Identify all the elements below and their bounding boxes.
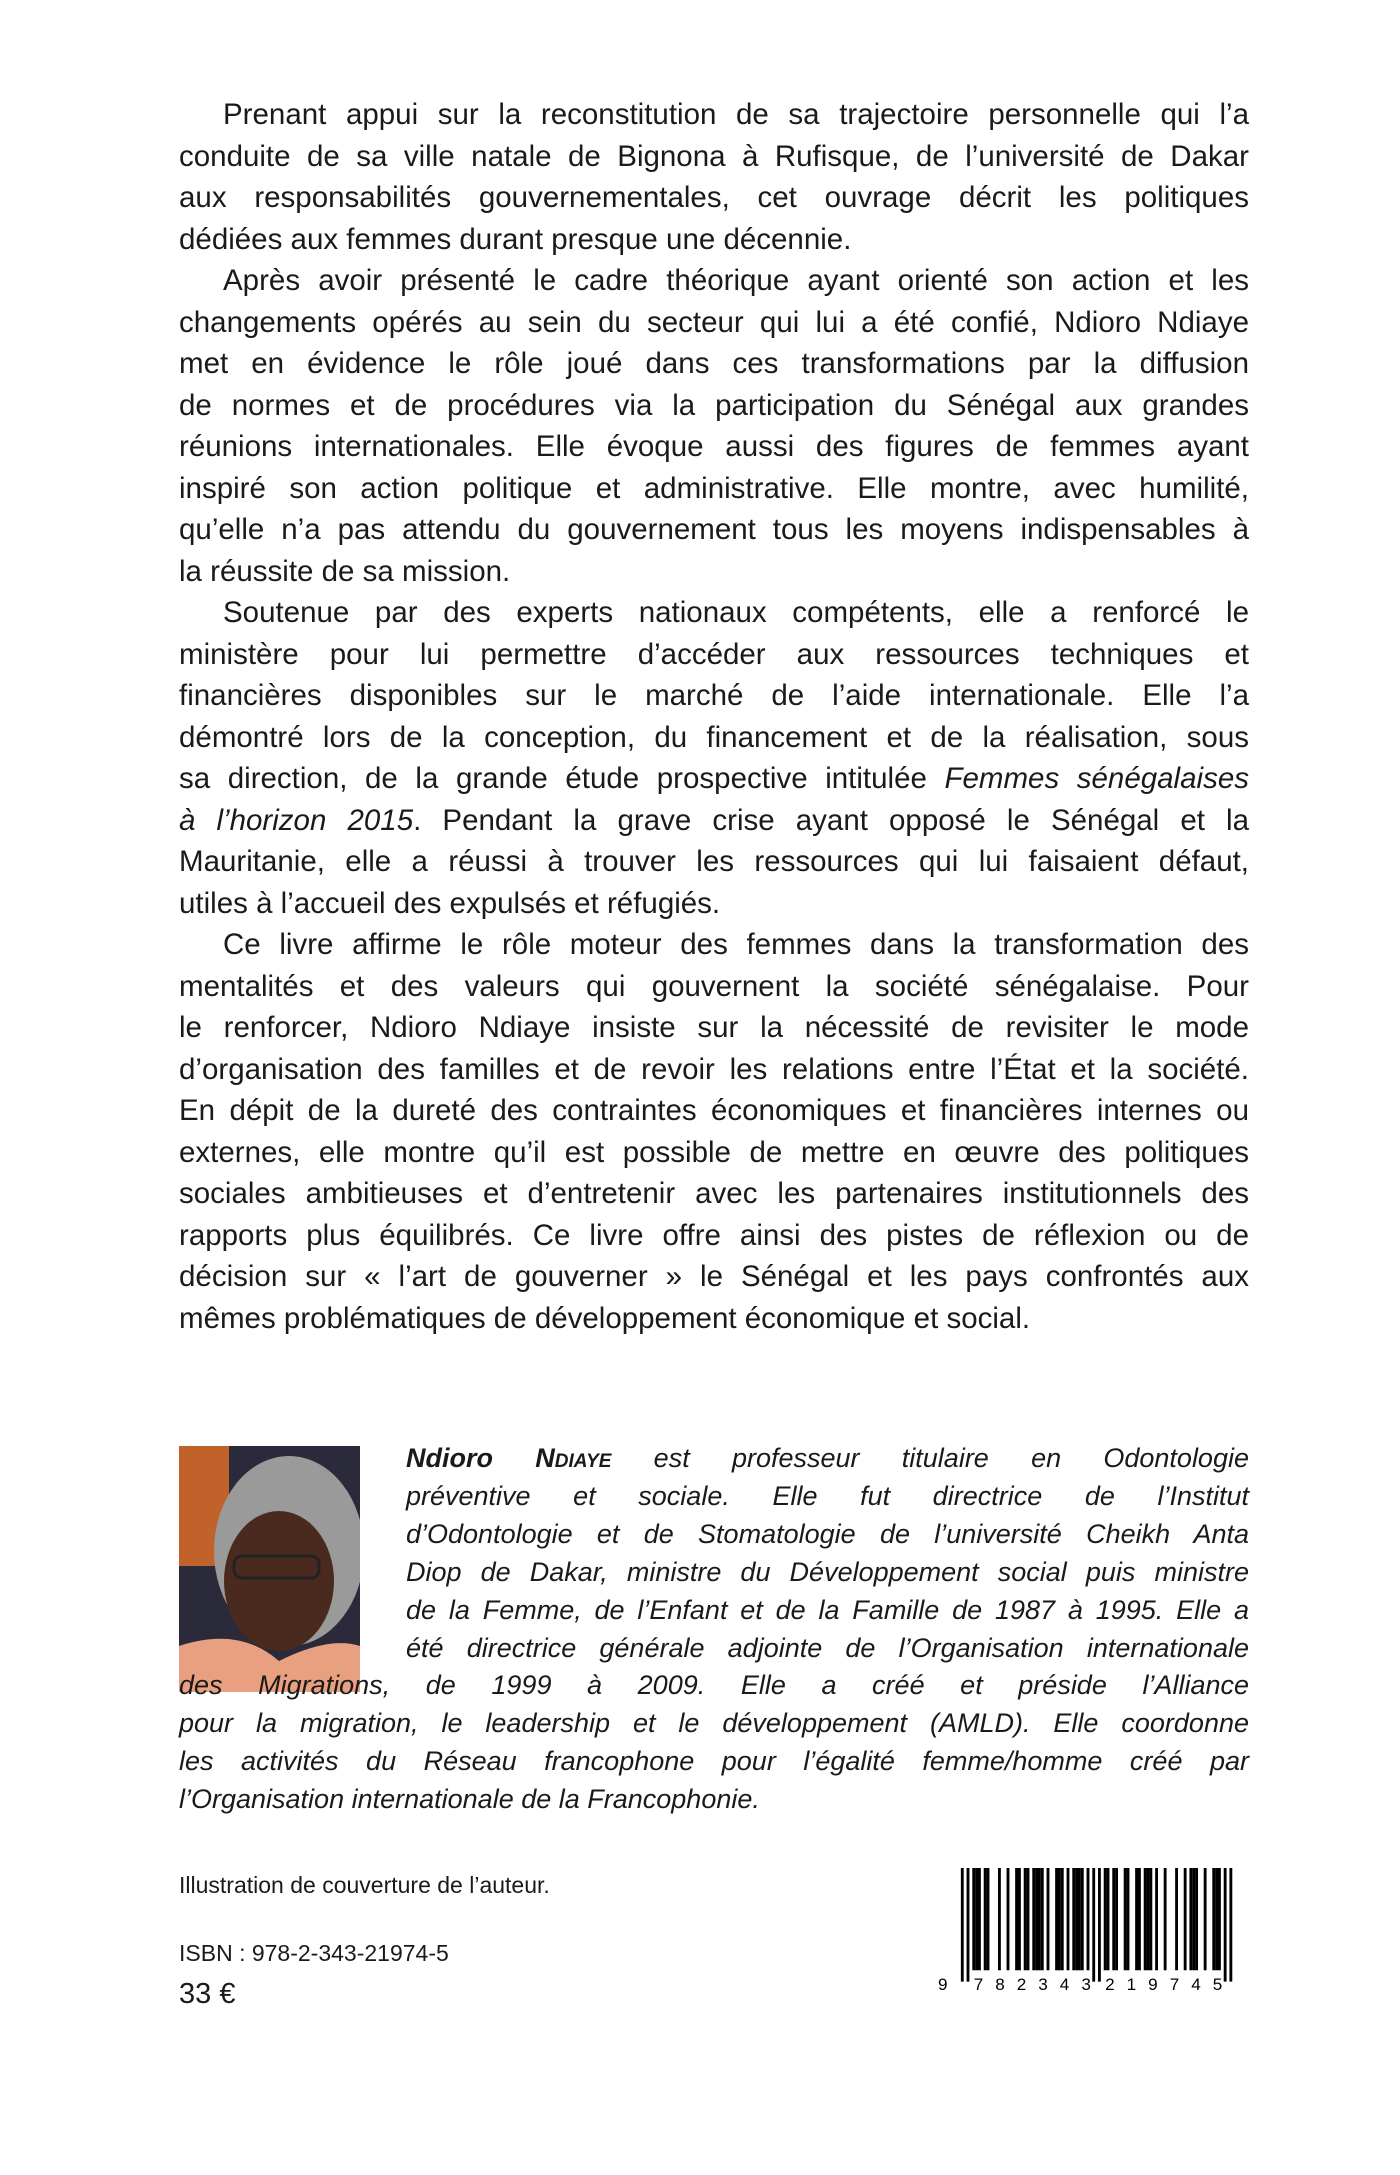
barcode-bar bbox=[1149, 1868, 1152, 1970]
cover-credit: Illustration de couverture de l’auteur. bbox=[179, 1872, 550, 1898]
barcode-bar bbox=[1007, 1868, 1010, 1970]
paragraph-line: dédiées aux femmes durant presque une décennie. bbox=[179, 222, 852, 256]
bio-text: est professeur titulaire en Odontologie bbox=[611, 1443, 1249, 1473]
barcode-bar bbox=[1147, 1868, 1150, 1970]
paragraph-line: réunions internationales. Elle évoque aussi des figures de femmes ayant bbox=[179, 430, 1249, 463]
barcode-digits-group1: 782343 bbox=[973, 1975, 1091, 1993]
isbn-barcode bbox=[938, 1868, 1238, 1993]
barcode-bar bbox=[1224, 1868, 1227, 1982]
barcode-bar bbox=[1018, 1868, 1021, 1970]
barcode-bar bbox=[1032, 1868, 1035, 1970]
barcode-bar bbox=[1035, 1868, 1038, 1970]
bio-line bbox=[406, 1440, 1249, 1478]
paragraph-line: utiles à l’accueil des expulsés et réfugiés. bbox=[179, 886, 721, 920]
paragraph-line: Ce livre affirme le rôle moteur des femmes dans la transformation des bbox=[223, 928, 1249, 961]
paragraph-line: à l’horizon 2015. Pendant la grave crise ayant opposé le Sénégal et la bbox=[179, 803, 1249, 837]
barcode-bar bbox=[1092, 1868, 1095, 1982]
paragraph-line: Prenant appui sur la reconstitution de sa trajectoire personnelle qui l’a bbox=[223, 98, 1249, 131]
barcode-bar bbox=[1195, 1868, 1198, 1970]
barcode-bar bbox=[1212, 1868, 1215, 1970]
barcode-bar bbox=[1058, 1868, 1061, 1970]
bio-line: été directrice générale adjointe de l’Organisation internationale bbox=[406, 1632, 1249, 1663]
barcode-bar bbox=[1067, 1868, 1070, 1970]
barcode-bar bbox=[1115, 1868, 1118, 1970]
barcode-bar bbox=[1038, 1868, 1041, 1970]
barcode-bar bbox=[1215, 1868, 1218, 1970]
barcode-bar bbox=[978, 1868, 981, 1970]
paragraph-line: rapports plus équilibrés. Ce livre offre ainsi des pistes de réflexion ou de bbox=[179, 1218, 1249, 1252]
barcode-bar bbox=[1047, 1868, 1050, 1970]
author-bio bbox=[179, 1440, 1249, 1819]
barcode-bar bbox=[1087, 1868, 1090, 1970]
barcode-bar bbox=[1155, 1868, 1158, 1970]
author-first-name: Ndioro bbox=[406, 1443, 493, 1473]
paragraph-line: sociales ambitieuses et d’entretenir avec les partenaires institutionnels des bbox=[179, 1177, 1249, 1210]
isbn: ISBN : 978-2-343-21974-5 bbox=[179, 1940, 449, 1966]
barcode-bar bbox=[1138, 1868, 1141, 1970]
barcode-bar bbox=[1175, 1868, 1178, 1970]
barcode-digits-group2: 219745 bbox=[1105, 1975, 1223, 1993]
barcode-bar bbox=[1124, 1868, 1127, 1970]
bio-line: l’Organisation internationale de la Francophonie. bbox=[179, 1784, 760, 1815]
paragraph-line: externes, elle montre qu’il est possible de mettre en œuvre des politiques bbox=[179, 1135, 1249, 1169]
paragraph-line: Mauritanie, elle a réussi à trouver les ressources qui lui faisaient défaut, bbox=[179, 845, 1249, 878]
barcode-bar bbox=[1144, 1868, 1147, 1970]
barcode-bar bbox=[1189, 1868, 1192, 1970]
paragraph-line: Soutenue par des experts nationaux compétents, elle a renforcé le bbox=[223, 596, 1249, 629]
barcode-bar bbox=[1104, 1868, 1107, 1970]
barcode-bar bbox=[1164, 1868, 1167, 1970]
barcode-bar bbox=[1081, 1868, 1084, 1970]
barcode-bar bbox=[1229, 1868, 1232, 1982]
barcode-bar bbox=[1015, 1868, 1018, 1970]
barcode-bar bbox=[984, 1868, 987, 1970]
paragraph-line: Après avoir présenté le cadre théorique ayant orienté son action et les bbox=[223, 264, 1249, 297]
paragraph-line: démontré lors de la conception, du financement et de la réalisation, sous bbox=[179, 720, 1249, 754]
barcode-bar bbox=[975, 1868, 978, 1970]
barcode-bar bbox=[1107, 1868, 1110, 1970]
summary-text bbox=[179, 94, 1249, 1339]
barcode-bar bbox=[1055, 1868, 1058, 1970]
barcode-bar bbox=[1192, 1868, 1195, 1970]
paragraph-line: aux responsabilités gouvernementales, cet ouvrage décrit les politiques bbox=[179, 181, 1249, 214]
barcode-bar bbox=[1075, 1868, 1078, 1970]
barcode-bar bbox=[1078, 1868, 1081, 1970]
paragraph-line: qu’elle n’a pas attendu du gouvernement tous les moyens indispensables à bbox=[179, 513, 1249, 546]
paragraph-line: le renforcer, Ndioro Ndiaye insiste sur la nécessité de revisiter le mode bbox=[179, 1011, 1249, 1044]
paragraph-line: d’organisation des familles et de revoir les relations entre l’État et la société. bbox=[179, 1052, 1249, 1086]
bio-line: Diop de Dakar, ministre du Développement social puis ministre bbox=[406, 1556, 1249, 1587]
paragraph-line: inspiré son action politique et administrative. Elle montre, avec humilité, bbox=[179, 471, 1249, 505]
barcode-bar bbox=[972, 1868, 975, 1970]
barcode-bar bbox=[1027, 1868, 1030, 1970]
bio-line: pour la migration, le leadership et le développement (AMLD). Elle coordonne bbox=[179, 1708, 1249, 1739]
paragraph-line: mêmes problématiques de développement économique et social. bbox=[179, 1301, 1031, 1335]
paragraph-line: mentalités et des valeurs qui gouvernent la société sénégalaise. Pour bbox=[179, 969, 1249, 1003]
barcode-bar bbox=[1072, 1868, 1075, 1970]
barcode-bar bbox=[1112, 1868, 1115, 1970]
barcode-bar bbox=[967, 1868, 970, 1982]
paragraph-line: met en évidence le rôle joué dans ces transformations par la diffusion bbox=[179, 347, 1249, 380]
barcode-bar bbox=[1135, 1868, 1138, 1970]
barcode-bar bbox=[1061, 1868, 1064, 1970]
barcode-bar bbox=[1098, 1868, 1101, 1982]
barcode-bar bbox=[1184, 1868, 1187, 1970]
paragraph-line: conduite de sa ville natale de Bignona à Rufisque, de l’université de Dakar bbox=[179, 139, 1249, 173]
barcode-bar bbox=[1041, 1868, 1044, 1970]
paragraph-line: En dépit de la dureté des contraintes économiques et financières internes ou bbox=[179, 1094, 1249, 1127]
bio-line: des Migrations, de 1999 à 2009. Elle a créé et préside l’Alliance bbox=[179, 1670, 1249, 1701]
bio-line: de la Femme, de l’Enfant et de la Famille de 1987 à 1995. Elle a bbox=[406, 1594, 1249, 1625]
bio-line: d’Odontologie et de Stomatologie de l’université Cheikh Anta bbox=[406, 1518, 1249, 1549]
price: 33 € bbox=[179, 1978, 236, 2010]
barcode-bar bbox=[987, 1868, 990, 1970]
paragraph-line: sa direction, de la grande étude prospective intitulée Femmes sénégalaises bbox=[179, 762, 1249, 795]
paragraph-line: décision sur « l’art de gouverner » le Sénégal et les pays confrontés aux bbox=[179, 1260, 1249, 1293]
barcode-bar bbox=[1024, 1868, 1027, 1970]
barcode-bar bbox=[1204, 1868, 1207, 1970]
paragraph-line: ministère pour lui permettre d’accéder aux ressources techniques et bbox=[179, 637, 1249, 671]
paragraph-line: de normes et de procédures via la participation du Sénégal aux grandes bbox=[179, 388, 1249, 422]
bio-line: préventive et sociale. Elle fut directrice de l’Institut bbox=[406, 1480, 1249, 1511]
paragraph-line: financières disponibles sur le marché de l’aide internationale. Elle l’a bbox=[179, 679, 1249, 712]
paragraph-line: changements opérés au sein du secteur qui lui a été confié, Ndioro Ndiaye bbox=[179, 305, 1249, 339]
barcode-bar bbox=[1127, 1868, 1130, 1970]
bio-line: les activités du Réseau francophone pour l’égalité femme/homme créé par bbox=[179, 1746, 1249, 1777]
barcode-bar bbox=[998, 1868, 1001, 1970]
barcode-bar bbox=[961, 1868, 964, 1982]
author-last-name: Ndiaye bbox=[535, 1443, 612, 1473]
barcode-bar bbox=[1218, 1868, 1221, 1970]
barcode-digit-left: 9 bbox=[938, 1975, 948, 1993]
paragraph-line: la réussite de sa mission. bbox=[179, 554, 511, 588]
